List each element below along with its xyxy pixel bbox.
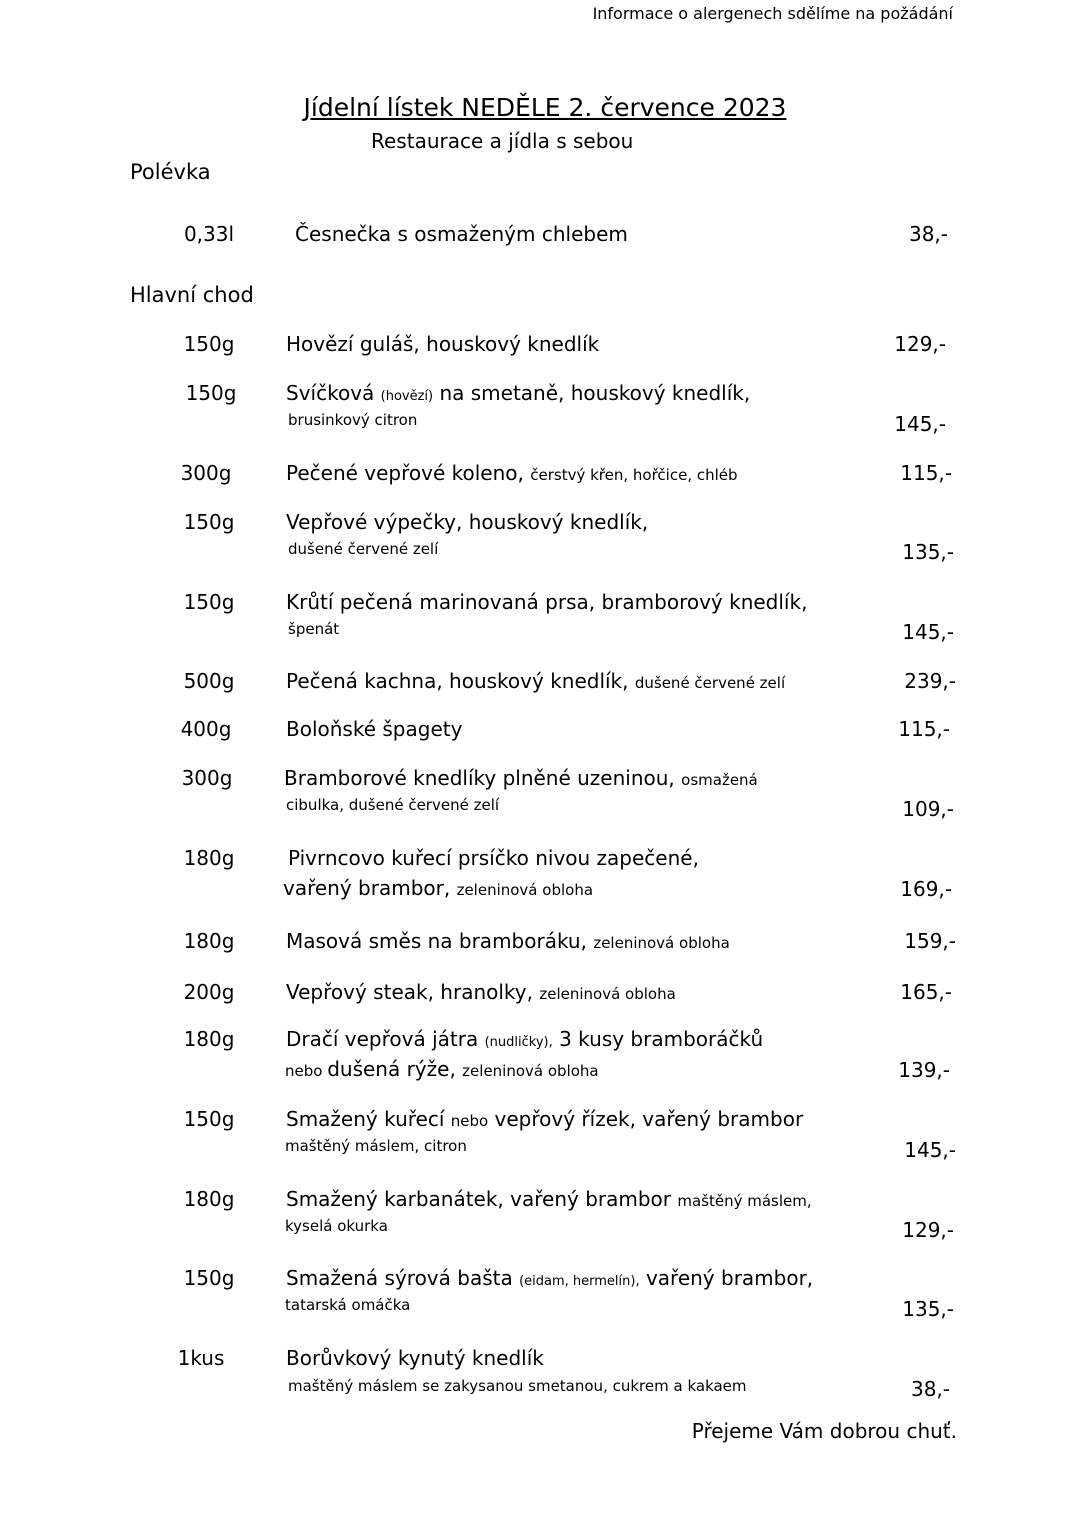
item-name: Hovězí guláš, houskový knedlík [286,332,600,356]
item-name: Smažený karbanátek, vařený brambor maštěný máslem, [286,1187,812,1211]
item-qty: 150g [183,332,235,356]
item-name: Pečená kachna, houskový knedlík, dušené červené zelí [286,669,786,693]
item-qty: 150g [183,510,235,534]
item-name: Bramborové knedlíky plněné uzeninou, osmažená [284,766,758,790]
item-qty: 500g [183,669,235,693]
item-detail: špenát [288,620,340,638]
item-name: Smažený kuřecí nebo vepřový řízek, vařený brambor [286,1107,804,1131]
item-price: 115,- [900,461,952,485]
allergen-note: Informace o alergenech sdělíme na požádání [592,4,953,23]
menu-subtitle: Restaurace a jídla s sebou [371,129,634,153]
section-heading-soup: Polévka [130,160,211,184]
item-qty: 180g [183,1027,235,1051]
item-name: Boloňské špagety [286,717,463,741]
item-price: 135,- [902,540,954,564]
item-name: Borůvkový kynutý knedlík [286,1346,544,1370]
item-price: 145,- [904,1138,956,1162]
item-qty: 180g [183,929,235,953]
item-qty: 180g [183,1187,235,1211]
item-name: Česnečka s osmaženým chlebem [295,222,628,246]
item-price: 129,- [894,332,946,356]
item-detail: nebo dušená rýže, zeleninová obloha [285,1057,599,1081]
item-qty: 180g [183,846,235,870]
item-qty: 150g [183,1107,235,1131]
item-name: Vepřový steak, hranolky, zeleninová obloha [286,980,676,1004]
item-detail: brusinkový citron [288,411,418,429]
item-qty: 0,33l [183,222,235,246]
item-price: 159,- [904,929,956,953]
item-price: 165,- [900,980,952,1004]
item-qty: 1kus [177,1346,225,1370]
item-name: Krůtí pečená marinovaná prsa, bramborový knedlík, [286,590,808,614]
item-price: 38,- [908,222,948,246]
item-name: Svíčková (hovězí) na smetaně, houskový knedlík, [286,381,751,405]
item-price: 109,- [902,797,954,821]
item-detail: cibulka, dušené červené zelí [286,796,500,814]
item-qty: 150g [183,590,235,614]
item-detail: vařený brambor, zeleninová obloha [283,876,594,900]
item-name: Vepřové výpečky, houskový knedlík, [286,510,649,534]
item-qty: 400g [180,717,232,741]
closing-message: Přejeme Vám dobrou chuť. [691,1419,957,1443]
item-price: 135,- [902,1297,954,1321]
item-qty: 300g [180,461,232,485]
item-detail: kyselá okurka [285,1217,388,1235]
item-price: 129,- [902,1218,954,1242]
item-qty: 300g [181,766,233,790]
item-price: 38,- [910,1377,950,1401]
section-heading-main: Hlavní chod [130,283,254,307]
item-detail: maštěný máslem se zakysanou smetanou, cukrem a kakaem [288,1377,747,1395]
item-name: Pivrncovo kuřecí prsíčko nivou zapečené, [288,846,699,870]
item-price: 169,- [900,877,952,901]
item-detail: dušené červené zelí [288,540,439,558]
item-price: 115,- [898,717,950,741]
item-name: Masová směs na bramboráku, zeleninová obloha [286,929,730,953]
item-name: Dračí vepřová játra (nudličky), 3 kusy bramboráčků [286,1027,764,1051]
item-price: 139,- [898,1058,950,1082]
item-detail: tatarská omáčka [285,1296,411,1314]
item-price: 145,- [894,412,946,436]
item-qty: 150g [183,1266,235,1290]
item-detail: maštěný máslem, citron [285,1137,467,1155]
item-qty: 150g [185,381,237,405]
item-price: 145,- [902,620,954,644]
menu-title: Jídelní lístek NEDĚLE 2. července 2023 [303,93,787,122]
item-price: 239,- [904,669,956,693]
item-name: Smažená sýrová bašta (eidam, hermelín), vařený brambor, [286,1266,814,1290]
item-name: Pečené vepřové koleno, čerstvý křen, hořčice, chléb [286,461,738,485]
item-qty: 200g [183,980,235,1004]
